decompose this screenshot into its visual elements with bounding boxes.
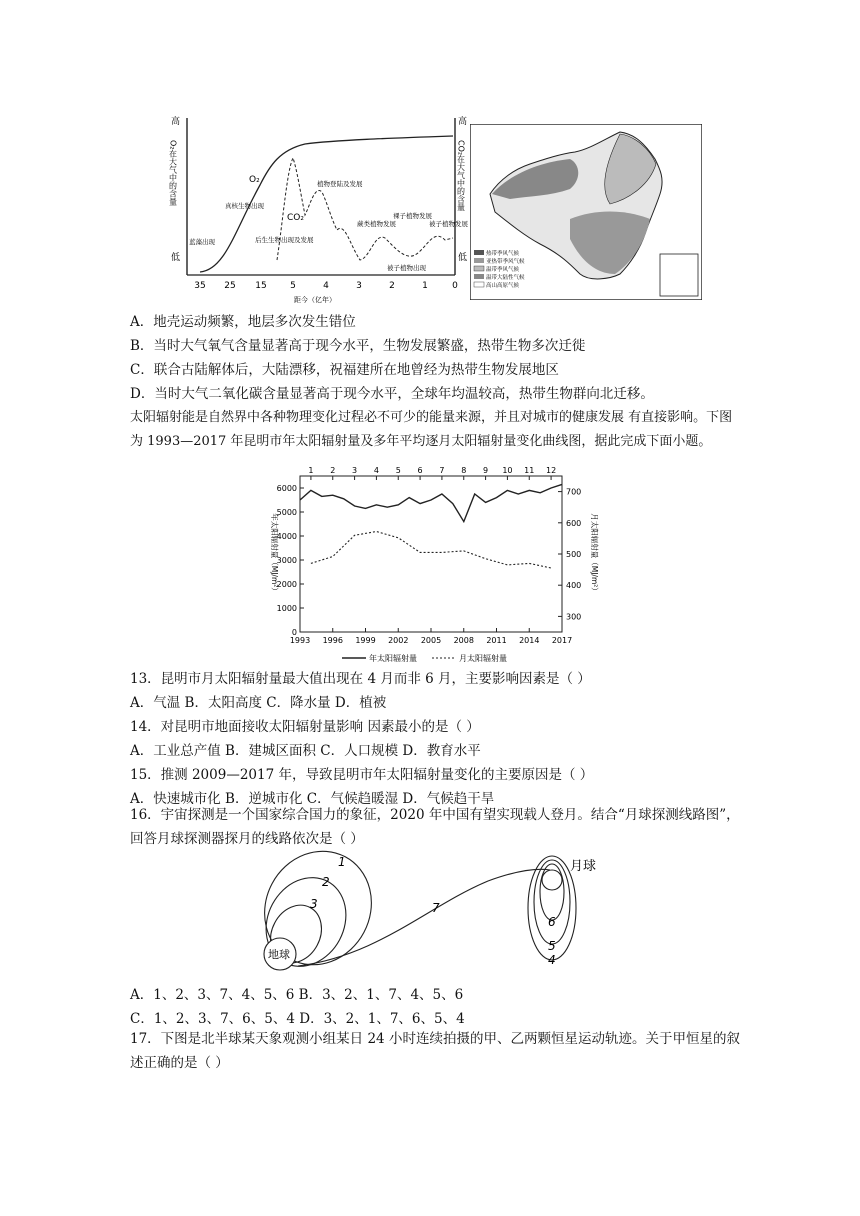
x-tick: 25 <box>224 281 236 291</box>
y-left-tick-label: 5000 <box>276 508 297 517</box>
x-top-tick-label: 4 <box>373 466 379 475</box>
orbit-label: 6 <box>548 915 556 929</box>
y-right-axis-label: 月太阳辐射量（MJ/m²） <box>590 513 599 595</box>
x-tick: 0 <box>452 281 458 291</box>
right-axis-bottom: 低 <box>458 253 468 263</box>
x-top-tick-label: 5 <box>395 466 401 475</box>
question-13-options: A．气温 B．太阳高度 C．降水量 D．植被 <box>130 695 387 711</box>
monthly-radiation-line <box>311 532 551 569</box>
earth-label: 地球 <box>268 948 290 961</box>
question-13: 13．昆明市月太阳辐射量最大值出现在 4 月而非 6 月，主要影响因素是（ ） <box>130 671 591 687</box>
event-label: 真核生物出现 <box>225 202 264 210</box>
o2-co2-figure <box>165 110 470 305</box>
o2-label: O₂ <box>249 175 260 185</box>
x-bottom-tick-label: 1996 <box>322 636 343 645</box>
left-axis-top: 高 <box>171 117 181 127</box>
legend-item: 热带季风气候 <box>486 251 520 257</box>
x-top-tick-label: 7 <box>439 466 445 475</box>
x-tick: 5 <box>290 281 296 291</box>
y-right-tick-label: 300 <box>566 612 582 622</box>
x-bottom-tick-label: 2002 <box>388 636 409 645</box>
event-label: 被子植物发展 <box>429 220 468 228</box>
moon-label: 月球 <box>570 859 597 874</box>
china-climate-map <box>470 124 702 300</box>
solar-radiation-chart <box>260 462 600 668</box>
x-top-tick-label: 9 <box>483 466 489 475</box>
event-label: 蓝藻出现 <box>189 238 215 246</box>
x-bottom-tick-label: 1999 <box>355 636 376 645</box>
y-right-tick-label: 600 <box>566 518 582 528</box>
question-14-options: A．工业总产值 B．建城区面积 C．人口规模 D．教育水平 <box>130 743 481 759</box>
co2-label: CO₂ <box>287 213 304 223</box>
q12-option-a: A．地壳运动频繁，地层多次发生错位 <box>130 314 356 330</box>
event-label: 植物登陆及发展 <box>317 180 363 188</box>
orbit-label: 1 <box>338 855 346 869</box>
x-bottom-tick-label: 1993 <box>289 636 311 645</box>
q12-option-b: B．当时大气氧气含量显著高于现今水平，生物发展繁盛，热带生物多次迁徙 <box>130 338 586 354</box>
left-axis-label: O₂在大气中的含量 <box>168 140 178 206</box>
intro-paragraph: 太阳辐射能是自然界中各种物理变化过程必不可少的能量来源，并且对城市的健康发展 有直接影响。下图为 1993—2017 年昆明市年太阳辐射量及多年平均逐月太阳辐射量变化曲线图，据此完成下面小题。 <box>130 410 733 449</box>
x-bottom-tick-label: 2017 <box>551 636 573 645</box>
event-label: 蕨类植物发展 <box>357 220 396 228</box>
legend-item: 高山高原气候 <box>486 283 520 289</box>
annual-radiation-line <box>300 484 562 521</box>
x-bottom-tick-label: 2008 <box>453 636 474 645</box>
q12-option-c: C．联合古陆解体后，大陆漂移，祝福建所在地曾经为热带生物发展地区 <box>130 362 559 378</box>
orbit-label: 5 <box>548 939 556 953</box>
orbit-label: 2 <box>322 875 330 889</box>
orbit-label: 7 <box>432 901 440 915</box>
right-axis-label: CO₂在大气中的含量 <box>456 140 466 212</box>
y-left-axis-label: 年太阳辐射量（MJ/m²） <box>270 513 279 595</box>
x-tick: 4 <box>323 281 329 291</box>
question-14: 14．对昆明市地面接收太阳辐射量影响 因素最小的是（ ） <box>130 719 480 735</box>
x-bottom-tick-label: 2014 <box>519 636 540 645</box>
x-tick: 2 <box>389 281 395 291</box>
event-label: 后生生物出现及发展 <box>255 236 314 244</box>
left-axis-bottom: 低 <box>171 253 181 263</box>
question-16-options-1: A．1、2、3、7、4、5、6 B．3、2、1、7、4、5、6 <box>130 987 464 1003</box>
x-top-tick-label: 10 <box>502 466 513 475</box>
x-top-tick-label: 3 <box>352 466 358 475</box>
lunar-orbit-diagram <box>258 846 618 978</box>
right-axis-top: 高 <box>458 117 468 127</box>
y-right-tick-label: 400 <box>566 581 582 591</box>
x-top-tick-label: 11 <box>524 466 535 475</box>
y-right-tick-label: 700 <box>566 487 582 497</box>
legend-item: 亚热带季风气候 <box>486 259 525 265</box>
y-left-tick-label: 6000 <box>276 484 297 493</box>
orbit-label: 4 <box>548 953 556 967</box>
event-label: 被子植物出现 <box>387 264 426 272</box>
orbit-label: 3 <box>310 897 318 911</box>
y-left-tick-label: 1000 <box>276 604 297 613</box>
question-16-options-2: C．1、2、3、7、6、5、4 D．3、2、1、7、6、5、4 <box>130 1011 465 1027</box>
y-left-tick-label: 4000 <box>276 532 297 541</box>
event-label: 裸子植物发展 <box>393 212 432 220</box>
transfer-orbit <box>298 869 550 966</box>
x-top-tick-label: 1 <box>308 466 314 475</box>
x-top-tick-label: 2 <box>330 466 336 475</box>
x-bottom-tick-label: 2011 <box>486 636 507 645</box>
south-sea-inset <box>660 254 698 296</box>
x-tick: 35 <box>194 281 206 291</box>
legend-annual-label: 年太阳辐射量 <box>369 654 417 663</box>
question-16: 16．宇宙探测是一个国家综合国力的象征，2020 年中国有望实现载人登月。结合“月球探测线路图”，回答月球探测器探月的线路依次是（ ） <box>130 807 740 847</box>
x-top-tick-label: 12 <box>545 466 557 475</box>
question-17: 17．下图是北半球某天象观测小组某日 24 小时连续拍摄的甲、乙两颗恒星运动轨迹。关于甲恒星的叙述正确的是（ ） <box>130 1031 740 1071</box>
y-right-tick-label: 500 <box>566 550 582 559</box>
legend-item: 温带季风气候 <box>486 267 520 273</box>
x-axis-label: 距今（亿年） <box>294 296 336 304</box>
y-left-tick-label: 0 <box>291 628 297 637</box>
x-bottom-tick-label: 2005 <box>420 636 442 645</box>
question-15-options: A．快速城市化 B．逆城市化 C．气候趋暖湿 D．气候趋干旱 <box>130 791 495 807</box>
y-left-tick-label: 2000 <box>276 580 297 589</box>
question-15: 15．推测 2009—2017 年，导致昆明市年太阳辐射量变化的主要原因是（ ） <box>130 767 594 783</box>
q12-option-d: D．当时大气二氧化碳含量显著高于现今水平，全球年均温较高，热带生物群向北迁移。 <box>130 386 654 402</box>
legend-monthly-label: 月太阳辐射量 <box>459 654 507 663</box>
moon <box>542 870 562 890</box>
x-tick: 15 <box>255 281 267 291</box>
y-left-tick-label: 3000 <box>276 556 297 565</box>
legend-item: 温带大陆性气候 <box>486 275 525 281</box>
x-tick: 3 <box>356 281 362 291</box>
x-top-tick-label: 8 <box>461 466 467 475</box>
x-tick: 1 <box>422 281 428 291</box>
x-top-tick-label: 6 <box>417 466 423 475</box>
co2-curve <box>277 158 453 260</box>
